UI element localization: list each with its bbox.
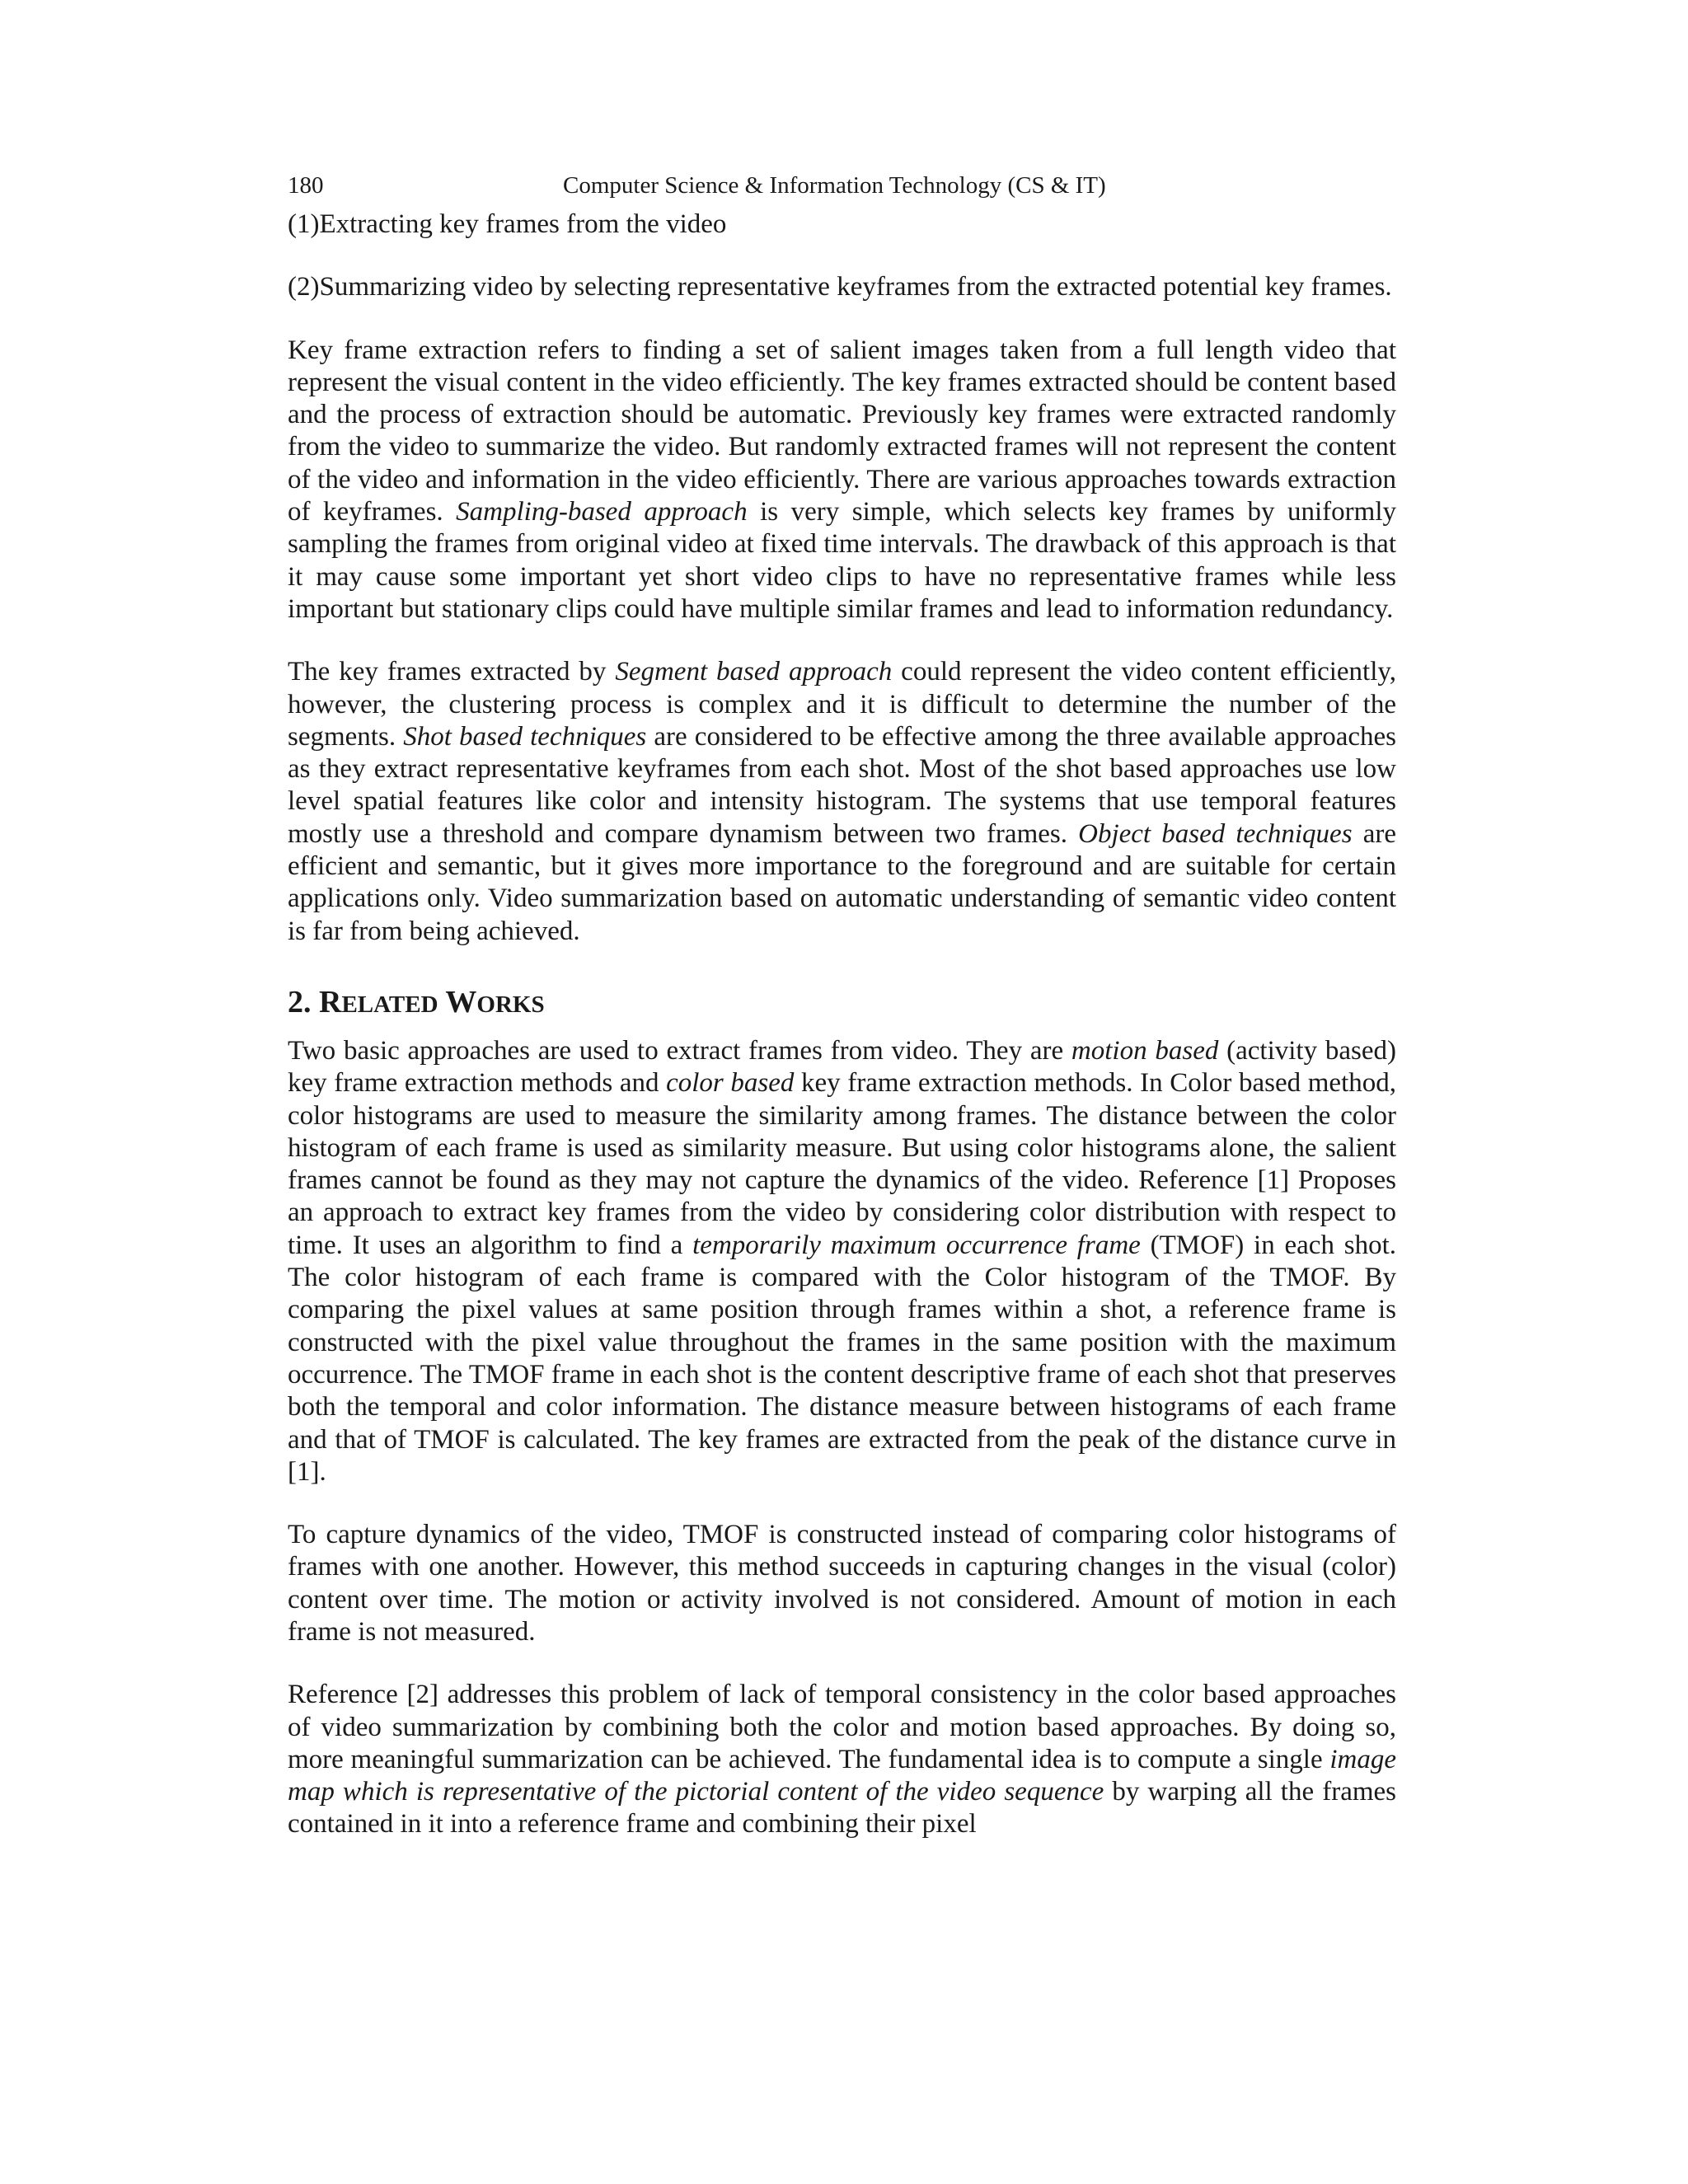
page-number: 180 xyxy=(288,172,324,199)
list-item-extracting: (1)Extracting key frames from the video xyxy=(288,209,727,239)
emphasis-term: Shot based techniques xyxy=(403,721,647,752)
text-run: are considered to be effective among the three available approaches as they extract representative keyframes from each shot. Most of the shot based approaches use low level spatial features like color and intensity histogram. The systems that use temporal features mostly use a threshold and compare dynamism between two frames. xyxy=(288,721,1396,849)
text-run: (activity based) key frame extraction methods and xyxy=(288,1035,1396,1099)
emphasis-term: Object based techniques xyxy=(1078,818,1353,849)
paragraph-capture-dynamics: To capture dynamics of the video, TMOF is constructed instead of comparing color histograms of frames with one another. However, this method succeeds in capturing changes in the visual (color) content over time. The motion or activity involved is not considered. Amount of motion in each frame is not measured. xyxy=(288,1520,1396,1647)
title-smallcaps: ORKS xyxy=(476,991,545,1018)
text-run: by warping all the frames contained in it into a reference frame and combining their pixel xyxy=(288,1777,1397,1840)
emphasis-term: Sampling-based approach xyxy=(456,497,748,527)
emphasis-term: color based xyxy=(666,1068,795,1099)
text-run: Two basic approaches are used to extract frames from video. They are xyxy=(288,1035,1071,1066)
paragraph-reference-2 xyxy=(288,1679,1396,1840)
running-header xyxy=(288,167,1396,204)
title-initial: R xyxy=(319,984,342,1019)
text-run: Reference [2] addresses this problem of lack of temporal consistency in the color based approaches of video summarization by combining both the color and motion based approaches. By doing so, more meaningful summarization can be achieved. The fundamental idea is to compute a single xyxy=(288,1680,1396,1774)
emphasis-term: temporarily maximum occurrence frame xyxy=(692,1230,1141,1260)
text-run: Key frame extraction refers to finding a set of salient images taken from a full length video that represent the visual content in the video efficiently. The key frames extracted should be content based and the process of extraction should be automatic. Previously key frames were extracted randomly from the video to summarize the video. But randomly extracted frames will not represent the content of the video and information in the video efficiently. There are various approaches towards extraction of keyframes. xyxy=(288,335,1396,527)
text-run: key frame extraction methods. In Color based method, color histograms are used to measure the similarity among frames. The distance between the color histogram of each frame is used as similarity measure. But using color histograms alone, the salient frames cannot be found as they may not capture the dynamics of the video. Reference [1] Proposes an approach to extract key frames from the video by considering color distribution with respect to time. It uses an algorithm to find a xyxy=(288,1068,1396,1260)
title-initial: W xyxy=(445,984,477,1019)
paper-page xyxy=(288,167,1396,1841)
text-run: could represent the video content efficiently, however, the clustering process is complex and it is difficult to determine the number of the segments. xyxy=(288,657,1396,752)
text-run: (TMOF) in each shot. The color histogram of each frame is compared with the Color histogram of the TMOF. By comparing the pixel values at same position through frames within a shot, a reference frame is constructed with the pixel value throughout the frames in the same position with the maximum occurrence. The TMOF frame in each shot is the content descriptive frame of each shot that preserves both the temporal and color information. The distance measure between histograms of each frame and that of TMOF is calculated. The key frames are extracted from the peak of the distance curve in [1]. xyxy=(288,1230,1396,1487)
list-item-summarizing: (2)Summarizing video by selecting representative keyframes from the extracted potential key frames. xyxy=(288,272,1392,302)
paragraph-approaches xyxy=(288,656,1396,948)
emphasis-term: motion based xyxy=(1071,1035,1219,1066)
text-run: are efficient and semantic, but it gives more importance to the foreground and are suitable for certain applications only. Video summarization based on automatic understanding of semantic video content is far from being achieved. xyxy=(288,818,1396,946)
text-run: The key frames extracted by xyxy=(288,657,616,687)
emphasis-term: image map which is representative of the pictorial content of the video sequence xyxy=(288,1744,1396,1807)
paragraph-key-frame-extraction xyxy=(288,335,1396,626)
emphasis-term: Segment based approach xyxy=(615,657,893,687)
journal-title: Computer Science & Information Technology (CS & IT) xyxy=(563,172,1106,199)
title-smallcaps: ELATED xyxy=(341,991,438,1018)
text-run: is very simple, which selects key frames by uniformly sampling the frames from original video at fixed time intervals. The drawback of this approach is that it may cause some important yet short video clips to have no representative frames while less important but stationary clips could have multiple similar frames and lead to information redundancy. xyxy=(288,497,1396,624)
section-heading-related-works xyxy=(288,983,1396,1024)
paragraph-basic-approaches xyxy=(288,1035,1396,1488)
section-number: 2. xyxy=(288,984,312,1019)
